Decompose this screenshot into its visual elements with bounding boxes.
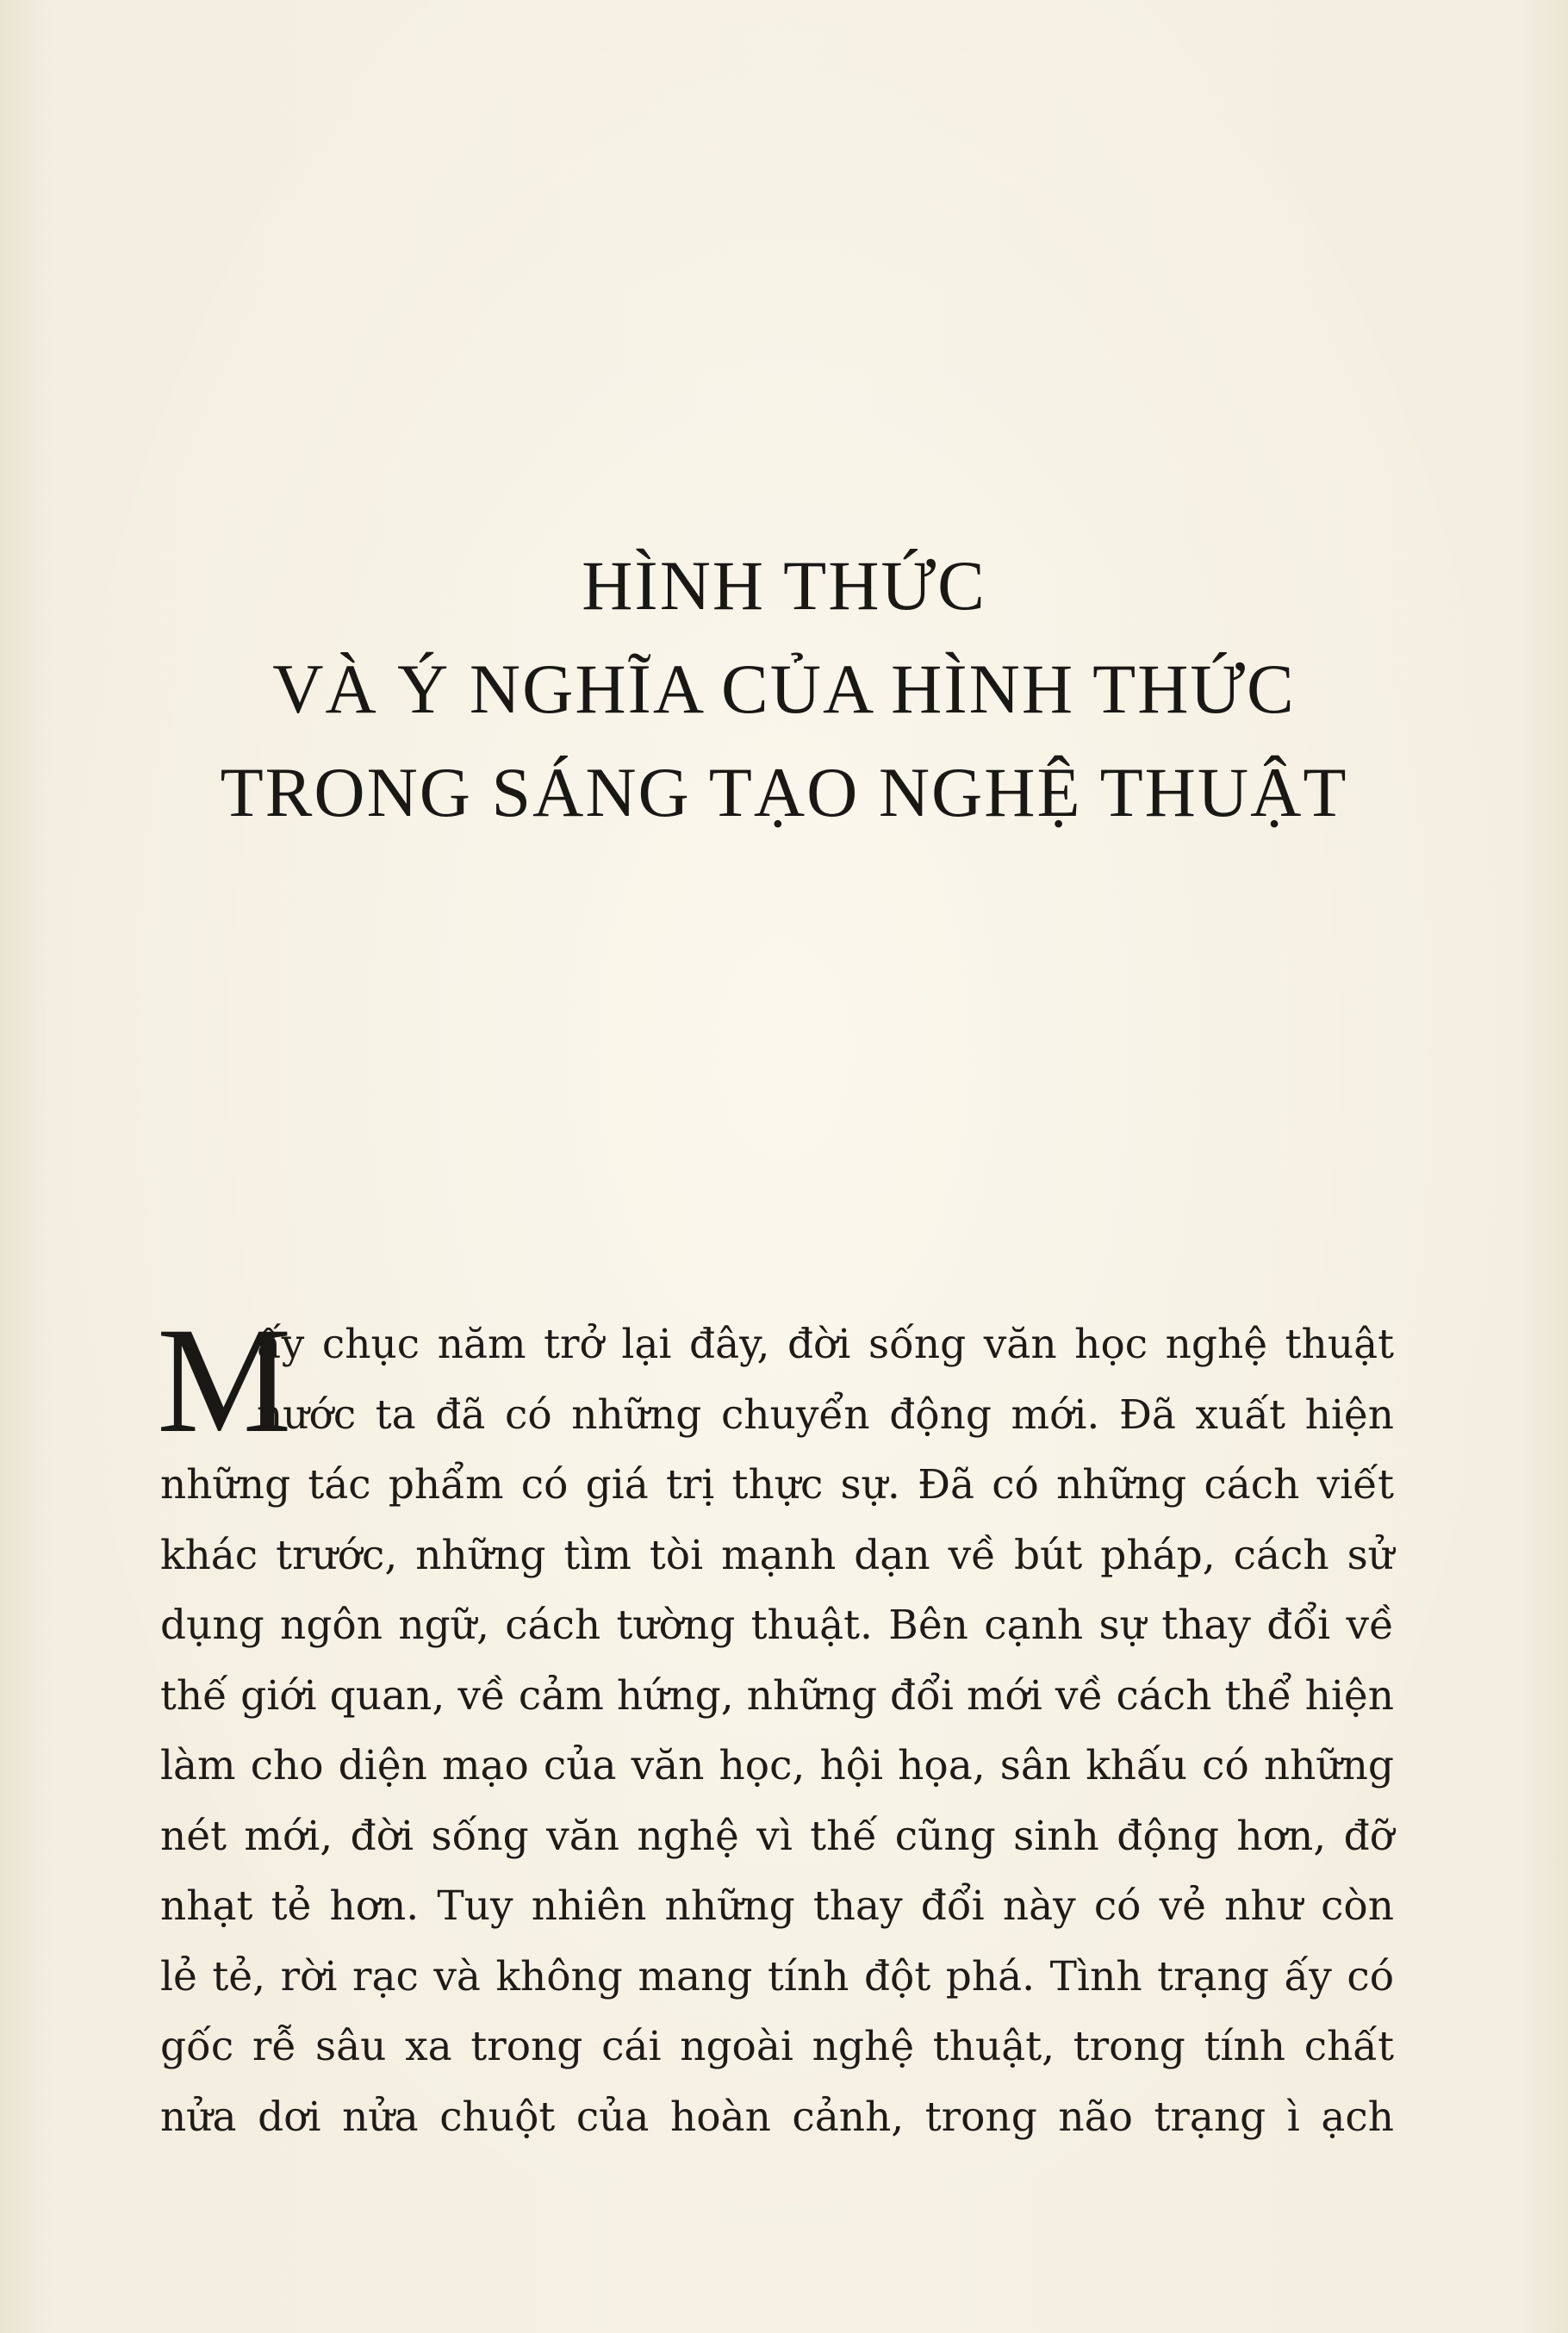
chapter-title [0, 534, 1568, 844]
paragraph-line: nhạt tẻ hơn. Tuy nhiên những thay đổi này có vẻ như còn [160, 1882, 1394, 1930]
body-paragraph [157, 1297, 1394, 2152]
drop-cap: M [157, 1297, 292, 1465]
paragraph-line: dụng ngôn ngữ, cách tường thuật. Bên cạnh sự thay đổi về [160, 1602, 1394, 1649]
paragraph-line: những tác phẩm có giá trị thực sự. Đã có những cách viết [160, 1461, 1394, 1509]
paragraph-line: gốc rễ sâu xa trong cái ngoài nghệ thuật, trong tính chất [160, 2023, 1394, 2070]
paragraph-line: lẻ tẻ, rời rạc và không mang tính đột phá. Tình trạng ấy có [160, 1952, 1394, 2000]
paragraph-line: nửa dơi nửa chuột của hoàn cảnh, trong não trạng ì ạch [160, 2093, 1394, 2141]
paragraph-line: nước ta đã có những chuyển động mới. Đã xuất hiện [257, 1390, 1394, 1439]
paragraph-line: ấy chục năm trở lại đây, đời sống văn học nghệ thuật [257, 1321, 1394, 1368]
paragraph-line: nét mới, đời sống văn nghệ vì thế cũng sinh động hơn, đỡ [160, 1812, 1394, 1860]
chapter-title-line-1: HÌNH THỨC [582, 546, 986, 625]
paragraph-line: khác trước, những tìm tòi mạnh dạn về bút pháp, cách sử [160, 1531, 1394, 1579]
paragraph-line: thế giới quan, về cảm hứng, những đổi mới về cách thể hiện [160, 1671, 1394, 1720]
chapter-title-line-3: TRONG SÁNG TẠO NGHỆ THUẬT [220, 753, 1348, 831]
chapter-title-line-2: VÀ Ý NGHĨA CỦA HÌNH THỨC [272, 650, 1296, 728]
paragraph-line: làm cho diện mạo của văn học, hội họa, sân khấu có những [160, 1742, 1394, 1789]
